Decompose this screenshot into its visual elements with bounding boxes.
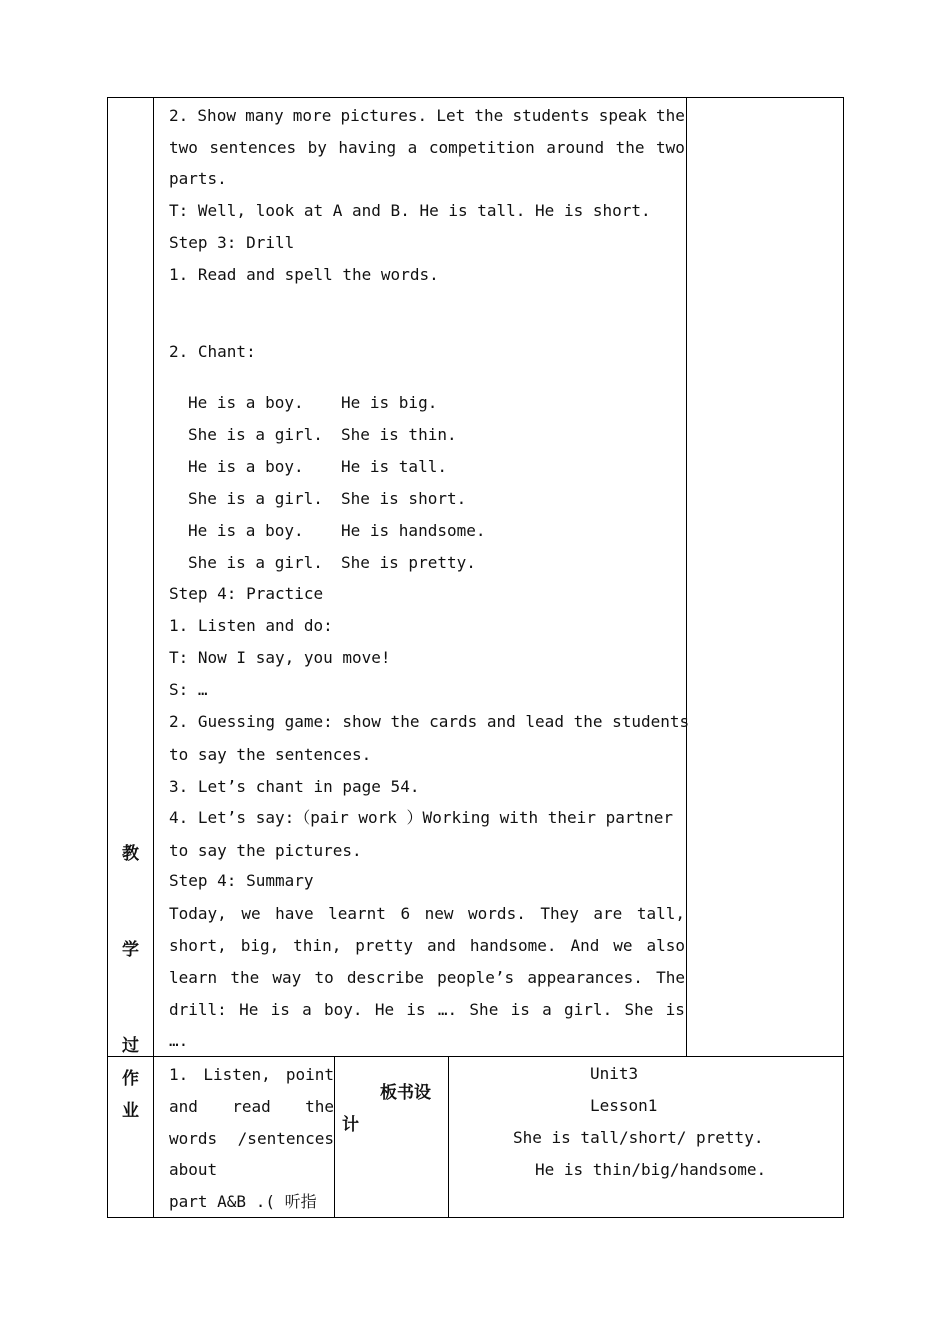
board-unit: Unit3: [590, 1064, 639, 1083]
chant-right: He is handsome.: [341, 521, 486, 540]
chant-left: He is a boy.: [188, 393, 304, 412]
label-column-divider: [153, 97, 154, 1218]
text-line: 2. Chant:: [169, 342, 256, 361]
chant-left: She is a girl.: [188, 553, 323, 572]
chant-left: She is a girl.: [188, 425, 323, 444]
homework-line: part A&B .( 听指: [169, 1192, 317, 1211]
chant-left: She is a girl.: [188, 489, 323, 508]
text-line: 1. Listen and do:: [169, 616, 333, 635]
homework-line: about: [169, 1160, 218, 1179]
table-top-border: [107, 97, 844, 98]
text-line: 1. Read and spell the words.: [169, 265, 439, 284]
summary-line: short, big, thin, pretty and handsome. And we also: [169, 936, 685, 955]
text-line: to say the sentences.: [169, 745, 372, 764]
text-line: T: Now I say, you move!: [169, 648, 391, 667]
text-line: 2. Guessing game: show the cards and lead the students: [169, 712, 690, 731]
section-label-char-2: 学: [122, 940, 139, 960]
homework-line: 1. Listen, point: [169, 1065, 334, 1084]
summary-line: Today, we have learnt 6 new words. They are tall,: [169, 904, 685, 923]
chant-right: She is pretty.: [341, 553, 476, 572]
board-sentence: He is thin/big/handsome.: [535, 1160, 767, 1179]
homework-line: and read the: [169, 1097, 334, 1116]
paragraph-line: two sentences by having a competition around the two: [169, 138, 685, 157]
notes-column-divider: [686, 97, 687, 1057]
table-left-border: [107, 97, 108, 1218]
board-sentence: She is tall/short/ pretty.: [513, 1128, 764, 1147]
section-label-char-1: 教: [122, 844, 139, 864]
board-design-label: 计: [342, 1115, 359, 1135]
summary-line: drill: He is a boy. He is …. She is a girl. She is: [169, 1000, 685, 1019]
row-divider: [107, 1056, 844, 1057]
board-label-divider: [448, 1056, 449, 1218]
step-heading: Step 3: Drill: [169, 233, 295, 252]
board-lesson: Lesson1: [590, 1096, 658, 1115]
section-label-char-3: 过: [122, 1036, 139, 1056]
table-bottom-border: [107, 1217, 844, 1218]
chant-right: He is big.: [341, 393, 438, 412]
homework-divider: [334, 1056, 335, 1218]
text-line: to say the pictures.: [169, 841, 362, 860]
chant-right: She is short.: [341, 489, 467, 508]
text-line: ….: [169, 1031, 189, 1050]
step-heading: Step 4: Summary: [169, 871, 314, 890]
text-line: 4. Let’s say:（pair work ）Working with their partner: [169, 808, 674, 827]
text-line: S: …: [169, 680, 208, 699]
chant-right: She is thin.: [341, 425, 457, 444]
text-line: 3. Let’s chant in page 54.: [169, 777, 420, 796]
homework-line: words /sentences: [169, 1129, 334, 1148]
chant-left: He is a boy.: [188, 521, 304, 540]
paragraph-line: 2. Show many more pictures. Let the students speak the: [169, 106, 685, 125]
homework-label-char-2: 业: [122, 1101, 139, 1121]
summary-line: learn the way to describe people’s appearances. The: [169, 968, 685, 987]
text-line: T: Well, look at A and B. He is tall. He is short.: [169, 201, 651, 220]
board-design-label: 板书设: [380, 1083, 431, 1103]
chant-left: He is a boy.: [188, 457, 304, 476]
text-line: parts.: [169, 169, 227, 188]
chant-right: He is tall.: [341, 457, 447, 476]
step-heading: Step 4: Practice: [169, 584, 324, 603]
homework-label-char-1: 作: [122, 1069, 139, 1089]
table-right-border: [843, 97, 844, 1218]
